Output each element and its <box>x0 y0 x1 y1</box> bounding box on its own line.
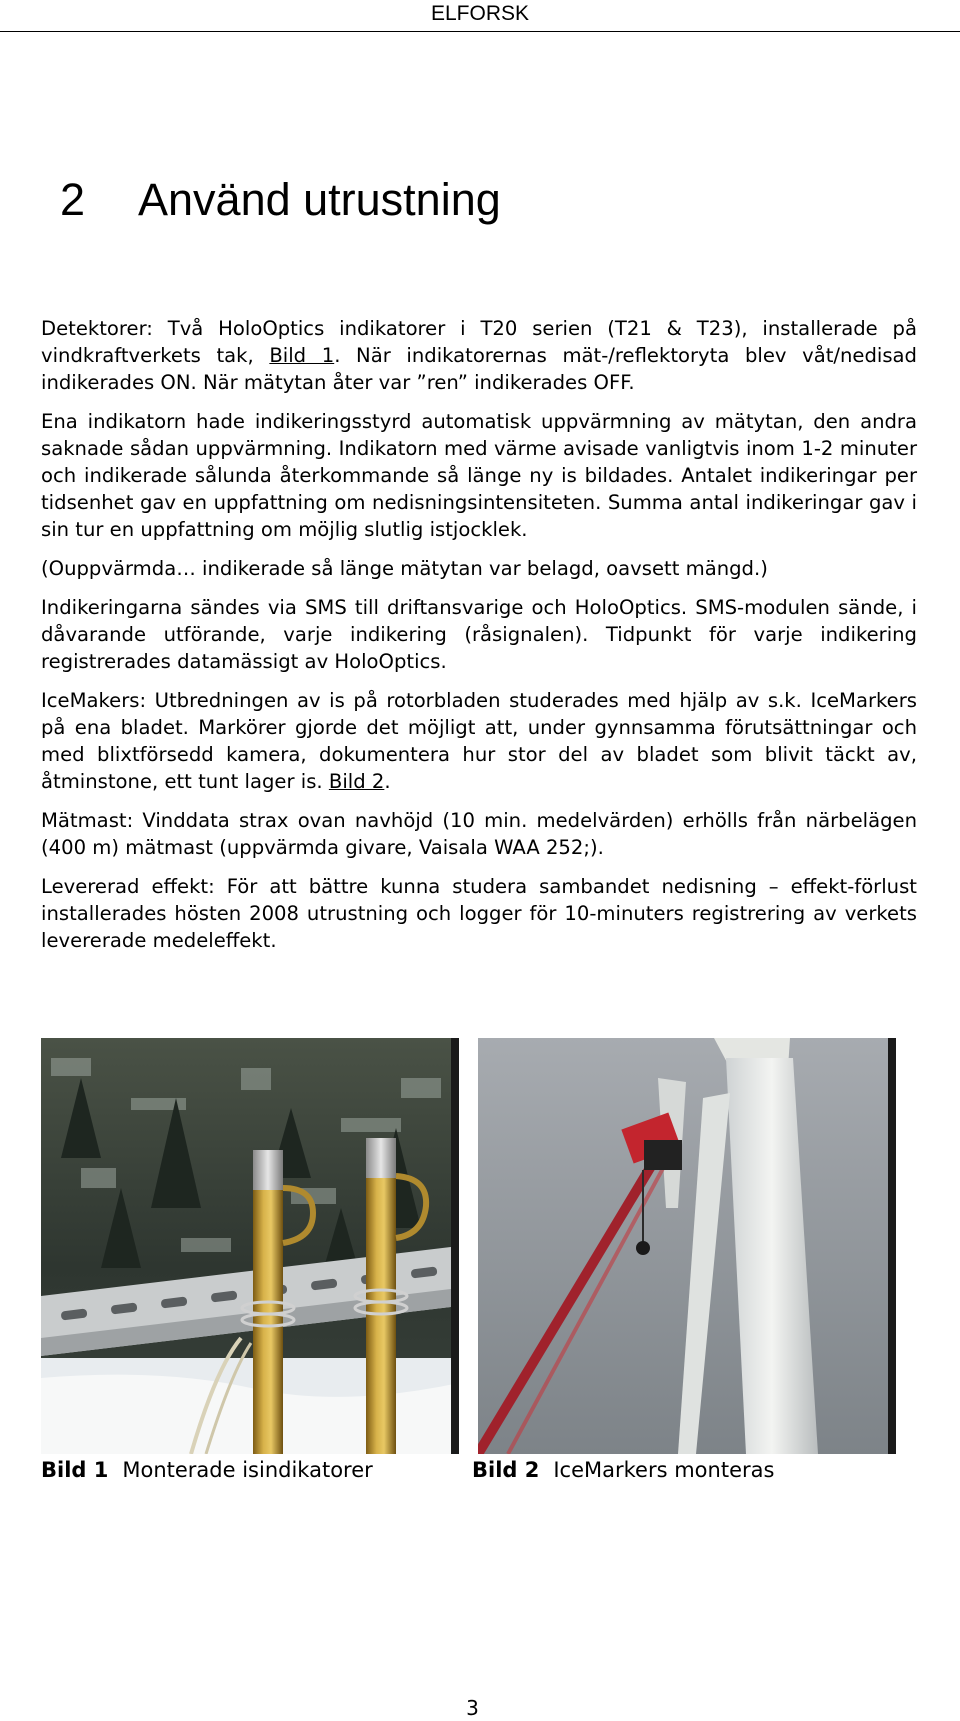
photo-ice-indicators <box>41 1038 459 1454</box>
paragraph-indikeringarna: Indikeringarna sändes via SMS till driftansvarige och HoloOptics. SMS-modulen sände, i dåvarande utförande, varje indikering (råsignalen). Tidpunkt för varje indikering registrerades datamässigt av HoloOptics. <box>41 596 917 673</box>
paragraph-matmast: Mätmast: Vinddata strax ovan navhöjd (10 min. medelvärden) erhölls från närbelägen (400 m) mätmast (uppvärmda givare, Vaisala WAA 252;). <box>41 809 917 859</box>
body-text <box>41 315 917 966</box>
caption-text: IceMarkers monteras <box>553 1458 775 1482</box>
figure-link-bild-2[interactable]: Bild 2 <box>328 770 385 793</box>
paragraph-text: . När indikatorernas mät-/reflektoryta blev våt/nedisad indikerades ON. När mätytan åter var ”ren” indikerades OFF. <box>41 344 917 394</box>
paragraph-indikatorn: Ena indikatorn hade indikeringsstyrd automatisk uppvärmning av mätytan, den andra saknade sådan uppvärmning. Indikatorn med värme avisade vanligtvis inom 1-2 minuter och indikerade sålunda återkommande så länge ny is bildades. Antalet indikeringar per tidsenhet gav en uppfattning om nedisningsintensiteten. Summa antal indikeringar gav i sin tur en uppfattning om möjlig slutlig istjocklek. <box>41 410 917 541</box>
caption-bild-2 <box>472 1456 774 1484</box>
paragraph-detektorer <box>41 315 917 396</box>
chapter-number: 2 <box>60 174 86 225</box>
chapter-heading <box>60 170 501 230</box>
paragraph-levererad-effekt: Levererad effekt: För att bättre kunna studera sambandet nedisning – effekt-förlust installerades hösten 2008 utrustning och logger för 10-minuters registrering av verkets levererade medeleffekt. <box>41 875 917 952</box>
caption-label: Bild 1 <box>41 1458 109 1482</box>
page-header <box>0 0 960 32</box>
photo-icemarkers-mounting <box>478 1038 896 1454</box>
caption-label: Bild 2 <box>472 1458 540 1482</box>
caption-text: Monterade isindikatorer <box>122 1458 373 1482</box>
figure-link-bild-1[interactable]: Bild 1 <box>269 344 335 367</box>
chapter-title: Använd utrustning <box>138 174 501 225</box>
caption-bild-1 <box>41 1456 373 1484</box>
paragraph-ouppvarmda: (Ouppvärmda… indikerade så länge mätytan var belagd, oavsett mängd.) <box>41 557 768 580</box>
paragraph-text: IceMakers: Utbredningen av is på rotorbladen studerades med hjälp av s.k. IceMarkers på ena bladet. Markörer gjorde det möjligt att, under gynnsamma förutsättningar och med blixtförsedd kamera, dokumentera hur stor del av bladet som blivit täckt av, åtminstone, ett tunt lager is. <box>41 689 917 793</box>
header-title: ELFORSK <box>430 2 530 25</box>
paragraph-text: Detektorer: Två HoloOptics indikatorer i T20 serien (T21 & T23), installerade på vindkraftverkets tak, <box>41 317 917 367</box>
page-number: 3 <box>466 1696 479 1720</box>
paragraph-icemakers <box>41 687 917 795</box>
paragraph-text: . <box>384 770 391 793</box>
